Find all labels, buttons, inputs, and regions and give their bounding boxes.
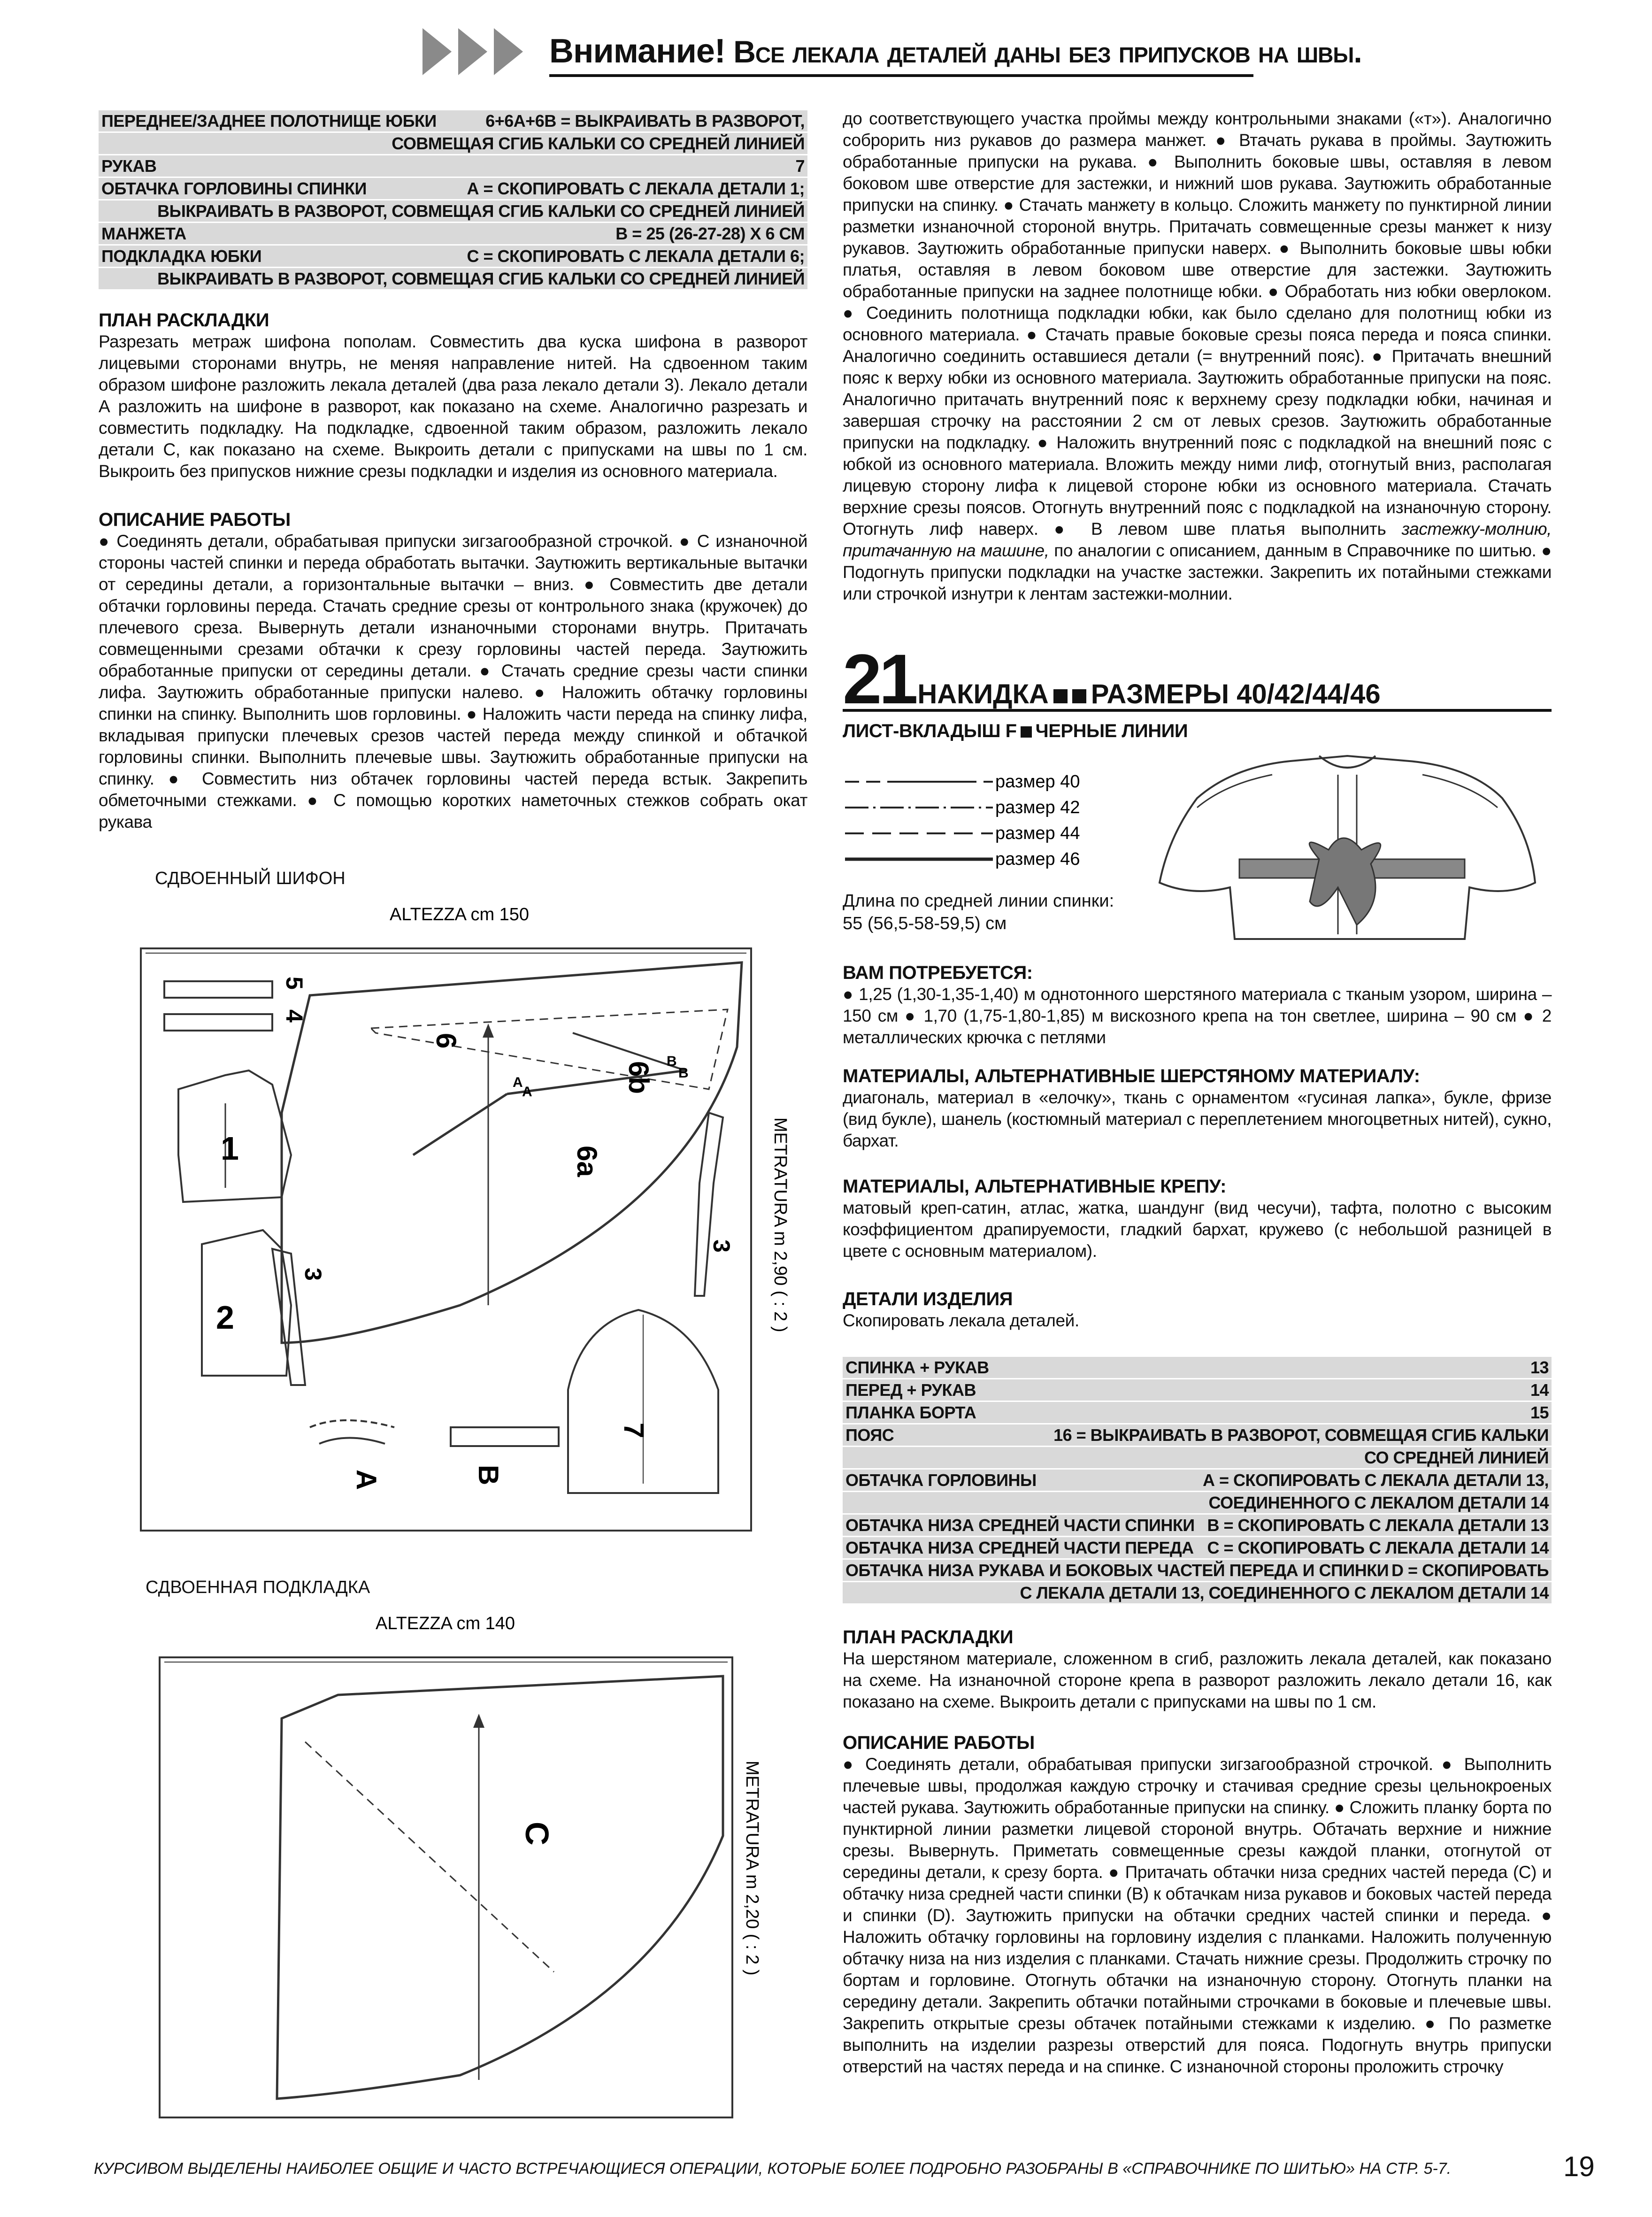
- footer-note: КУРСИВОМ ВЫДЕЛЕНЫ НАИБОЛЕЕ ОБЩИЕ И ЧАСТО ВСТРЕЧАЮЩИЕСЯ ОПЕРАЦИИ, КОТОРЫЕ БОЛЕЕ ПОДРОБНО РАЗОБРАНЫ В «СПРАВОЧНИКЕ ПО ШИТЬЮ» НА СТР. 5-7.: [94, 2160, 1452, 2178]
- table-row: [843, 1379, 1552, 1402]
- work-description-text: ● Соединять детали, обрабатывая припуски зигзагообразной строчкой. ● С изнаночной стороны частей спинки и переда обработать вытачки. Заутюжить вертикальные вытачки от середины детали, а горизонтальные вытачки – вниз. ● Совместить две детали обтачки горловины переда. Стачать средние срезы от контрольного знака (кружочек) до плечевого среза. Вывернуть детали изнаночными сторонами внутрь. Притачать совмещенными срезами обтачки к срезу горловины частей переда. Заутюжить обработанные припуски от середины детали. ● Стачать средние срезы части спинки лифа. Заутюжить обработанные припуски налево. ● Наложить обтачку горловины спинки на спинку. Выполнить шов горловины. ● Наложить части переда на спинку лифа, вкладывая припуски плечевых срезов частей переда между спинкой и обтачкой горловины спинки. Выполнить плечевые швы. Заутюжить обработанные припуски на спинку. ● Совместить низ обтачек горловины частей переда встык. Закрепить обметочными стежками. ● С помощью коротких наметочных стежков собрать окат рукава: [99, 531, 807, 831]
- chiffon-layout-diagram: [131, 892, 812, 1563]
- pattern-label: 6b: [623, 1061, 654, 1094]
- row-value: А = СКОПИРОВАТЬ С ЛЕКАЛА ДЕТАЛИ 1;: [467, 179, 805, 198]
- page-number: 19: [1563, 2151, 1595, 2182]
- pattern-label: 6: [430, 1033, 462, 1049]
- pattern-label: 2: [216, 1299, 234, 1336]
- diagram2-caption: СДВОЕННАЯ ПОДКЛАДКА: [146, 1578, 370, 1597]
- layout-plan2-section: [843, 1627, 1552, 1713]
- section-title: [917, 679, 1380, 709]
- pattern-label: 6a: [571, 1146, 603, 1177]
- alt-crepe-text: матовый креп-сатин, атлас, жатка, шандунг (вид чесучи), тафта, полотно с высоким коэффициентом драпируемости, гладкий бархат, кружево (с небольшой разницей в цвете с основным материалом).: [843, 1198, 1552, 1261]
- square-icon: [1072, 689, 1086, 703]
- pattern-label: 7: [618, 1423, 650, 1439]
- diagram1-width-label: ALTEZZA cm 150: [390, 905, 530, 924]
- details-heading: ДЕТАЛИ ИЗДЕЛИЯ: [843, 1289, 1013, 1309]
- row-value: 13: [1530, 1358, 1549, 1377]
- table-row: [99, 246, 807, 268]
- lining-layout-diagram: [131, 1601, 812, 2141]
- legend-item: размер 46: [995, 849, 1080, 869]
- pattern-label: A: [522, 1084, 532, 1100]
- row-value: А = СКОПИРОВАТЬ С ЛЕКАЛА ДЕТАЛИ 13,: [1202, 1470, 1549, 1490]
- row-label: ОБТАЧКА НИЗА СРЕДНЕЙ ЧАСТИ СПИНКИ: [845, 1516, 1195, 1535]
- layout-plan2-heading: ПЛАН РАСКЛАДКИ: [843, 1627, 1014, 1647]
- pattern-label: A: [351, 1470, 382, 1490]
- back-length-label: Длина по средней линии спинки:: [843, 891, 1114, 911]
- row-label: ОБТАЧКА НИЗА СРЕДНЕЙ ЧАСТИ ПЕРЕДА: [845, 1538, 1194, 1557]
- insert-sheet: ЛИСТ-ВКЛАДЫШ F: [843, 721, 1017, 741]
- row-value: 6+6А+6В = ВЫКРАИВАТЬ В РАЗВОРОТ,: [485, 111, 805, 131]
- section-number: 21: [843, 639, 915, 718]
- header-text: Все лекала деталей даны без припусков на швы.: [725, 34, 1362, 69]
- continued-text-italic: застежку-молнию, притачанную на машине,: [843, 519, 1552, 560]
- section-sizes: РАЗМЕРЫ 40/42/44/46: [1091, 679, 1381, 709]
- row-label: ПЕРЕД + РУКАВ: [845, 1380, 976, 1400]
- work-description2-heading: ОПИСАНИЕ РАБОТЫ: [843, 1732, 1035, 1753]
- insert-sheet-label: [843, 721, 1188, 742]
- work-description-section: [99, 509, 807, 833]
- header-attention: Внимание!: [549, 32, 725, 70]
- table-row: [843, 1560, 1552, 1582]
- pattern-label: 3: [708, 1239, 735, 1253]
- table-row: [99, 155, 807, 178]
- legend-item: размер 40: [995, 772, 1080, 792]
- chevron-icon: [494, 28, 523, 75]
- diagram2-width-label: ALTEZZA cm 140: [376, 1614, 515, 1633]
- pattern-label: 5: [281, 977, 307, 990]
- diagram1-length-label: METRATURA m 2,90 ( : 2 ): [770, 1117, 790, 1332]
- row-label: ОБТАЧКА НИЗА РУКАВА И БОКОВЫХ ЧАСТЕЙ ПЕРЕДА И СПИНКИ: [845, 1561, 1389, 1580]
- table-row-continuation: ВЫКРАИВАТЬ В РАЗВОРОТ, СОВМЕЩАЯ СГИБ КАЛЬКИ СО СРЕДНЕЙ ЛИНИЕЙ: [99, 268, 807, 291]
- pattern-label: B: [667, 1054, 677, 1069]
- table-row: [843, 1470, 1552, 1492]
- diagram2-length-label: METRATURA m 2,20 ( : 2 ): [742, 1761, 762, 1976]
- row-label: ПОДКЛАДКА ЮБКИ: [101, 246, 262, 266]
- row-label: МАНЖЕТА: [101, 224, 186, 243]
- alt-wool-heading: МАТЕРИАЛЫ, АЛЬТЕРНАТИВНЫЕ ШЕРСТЯНОМУ МАТЕРИАЛУ:: [843, 1066, 1420, 1086]
- table-row: [843, 1357, 1552, 1379]
- pattern-label: 4: [281, 1009, 307, 1023]
- size-legend: [843, 763, 1134, 871]
- row-value: 14: [1530, 1380, 1549, 1400]
- layout-plan-heading: ПЛАН РАСКЛАДКИ: [99, 310, 269, 331]
- work-description2-section: [843, 1732, 1552, 2078]
- back-length: [843, 890, 1114, 935]
- pattern-label: C: [519, 1822, 555, 1846]
- chevron-icon: [458, 28, 487, 75]
- section-21-header: [843, 639, 1552, 718]
- row-label: ПОЯС: [845, 1425, 894, 1445]
- row-label: ПЛАНКА БОРТА: [845, 1403, 976, 1422]
- pattern-label: 1: [221, 1130, 239, 1167]
- legend-item: размер 44: [995, 824, 1080, 843]
- row-value: С = СКОПИРОВАТЬ С ЛЕКАЛА ДЕТАЛИ 6;: [467, 246, 805, 266]
- continued-text-part2: по аналогии с описанием, данным в Справочнике по шитью. ● Подогнуть припуски подкладки на участке застежки. Закрепить их потайными стежками или строчкой изнутри к лентам застежки-молнии.: [843, 541, 1552, 603]
- row-label: СПИНКА + РУКАВ: [845, 1358, 989, 1377]
- table-row: [843, 1402, 1552, 1424]
- alt-crepe-section: [843, 1176, 1552, 1262]
- right-details-table: [843, 1357, 1552, 1605]
- pattern-label: A: [513, 1075, 523, 1090]
- table-row-continuation: СОЕДИНЕННОГО С ЛЕКАЛОМ ДЕТАЛИ 14: [843, 1492, 1552, 1515]
- table-row-continuation: СОВМЕЩАЯ СГИБ КАЛЬКИ СО СРЕДНЕЙ ЛИНИЕЙ: [99, 133, 807, 155]
- alt-wool-section: [843, 1066, 1552, 1152]
- row-value: D = СКОПИРОВАТЬ: [1391, 1561, 1549, 1580]
- pattern-label: B: [678, 1065, 689, 1081]
- page-header: [423, 28, 1643, 80]
- row-value: В = 25 (26-27-28) Х 6 СМ: [615, 224, 805, 243]
- cape-illustration: [1141, 747, 1554, 953]
- square-icon: [1021, 726, 1032, 738]
- section-title-text: НАКИДКА: [917, 679, 1049, 709]
- row-label: ПЕРЕДНЕЕ/ЗАДНЕЕ ПОЛОТНИЩЕ ЮБКИ: [101, 111, 437, 131]
- table-row-continuation: С ЛЕКАЛА ДЕТАЛИ 13, СОЕДИНЕННОГО С ЛЕКАЛОМ ДЕТАЛИ 14: [843, 1582, 1552, 1605]
- header-notice: [549, 32, 1362, 70]
- table-row: [843, 1537, 1552, 1560]
- right-column-continued-text: [843, 108, 1552, 605]
- row-value: В = СКОПИРОВАТЬ С ЛЕКАЛА ДЕТАЛИ 13: [1207, 1516, 1549, 1535]
- table-row: [99, 178, 807, 200]
- diagram1-caption: СДВОЕННЫЙ ШИФОН: [155, 869, 346, 888]
- alt-crepe-heading: МАТЕРИАЛЫ, АЛЬТЕРНАТИВНЫЕ КРЕПУ:: [843, 1176, 1226, 1197]
- layout-plan-text: Разрезать метраж шифона пополам. Совместить два куска шифона в разворот лицевыми сторонами внутрь, не меняя направление нитей. На сдвоенном таким образом шифоне разложить лекала деталей (два раза лекало детали 3). Лекало детали А разложить на шифоне в разворот, как показано на схеме. Аналогично разрезать и совместить подкладку. На подкладке, сдвоенной таким образом, разложить лекало детали С, как показано на схеме. Выкроить детали с припусками на швы по 1 см. Выкроить без припусков нижние срезы подкладки и изделия из основного материала.: [99, 332, 807, 481]
- legend-item: размер 42: [995, 798, 1080, 817]
- layout-plan2-text: На шерстяном материале, сложенном в сгиб, разложить лекала деталей, как показано на схеме. На изнаночной стороне крепа в разворот разложить лекало детали 16, как показано на схеме. Выкроить детали с припусками на швы по 1 см.: [843, 1649, 1552, 1711]
- table-row: [843, 1424, 1552, 1447]
- pattern-label: B: [473, 1465, 504, 1486]
- details-text: Скопировать лекала деталей.: [843, 1311, 1079, 1330]
- row-value: С = СКОПИРОВАТЬ С ЛЕКАЛА ДЕТАЛИ 14: [1207, 1538, 1549, 1557]
- continued-text-part1: до соответствующего участка проймы между контрольными знаками («т»). Аналогично соброрить низ рукавов до размера манжет. ● Втачать рукава в проймы. Заутюжить обработанные припуски на рукава. ● Выполнить боковые швы, оставляя в левом боковом шве отверстие для застежки, и нижний шов рукава. Заутюжить обработанные припуски на спинку. ● Стачать манжету в кольцо. Сложить манжету по пунктирной линии разметки изнаночной стороной внутрь. Притачать совмещенные срезы манжет к низу рукавов. Заутюжить обработанные припуски наверх. ● Выполнить боковые швы юбки платья, оставляя в левом боковом шве отверстие для застежки. Заутюжить обработанные припуски на заднее полотнище юбки. ● Обработать низ юбки оверлоком. ● Соединить полотнища подкладки юбки, как было сделано для полотнищ юбки из основного материала. ● Стачать правые боковые срезы пояса переда и пояса спинки. Аналогично соединить оставшиеся детали (= внутренний пояс). ● Притачать внешний пояс к верху юбки из основного материала. Заутюжить обработанные припуски на пояс. Аналогично притачать внутренний пояс к верхнему срезу подкладки юбки, начиная и завершая строчку на расстоянии 2 см от левых срезов. Заутюжить обработанные припуски на подкладку. ● Наложить внутренний пояс с подкладкой на внешний пояс с юбкой из основного материала. Вложить между ними лиф, отогнутый вниз, располагая лицевую сторону лифа к лицевой стороне юбки из основного материала. Стачать верхние срезы поясов. Отогнуть внутренний пояс с подкладкой на изнаночную сторону. Отогнуть лиф наверх. ● В левом шве платья выполнить: [843, 109, 1552, 539]
- row-value: 15: [1530, 1403, 1549, 1422]
- table-row: [843, 1515, 1552, 1537]
- materials-text: ● 1,25 (1,30-1,35-1,40) м однотонного шерстяного материала с тканым узором, ширина – 150 см ● 1,70 (1,75-1,80-1,85) м вискозного крепа на тон светлее, ширина – 90 см ● 2 металлических крючка с петлями: [843, 985, 1552, 1047]
- table-row: [99, 110, 807, 133]
- materials-heading: ВАМ ПОТРЕБУЕТСЯ:: [843, 962, 1033, 983]
- chevron-icon: [423, 28, 452, 75]
- work-description2-text: ● Соединять детали, обрабатывая припуски зигзагообразной строчкой. ● Выполнить плечевые швы, продолжая каждую строчку и стачивая средние срезы цельнокроеных частей рукава. Заутюжить обработанные припуски на спинку. ● Сложить планку борта по пунктирной линии разметки лицевой стороной внутрь. Обтачать верхние и нижние срезы. Вывернуть. Приметать совмещенные срезы каждой планки, отогнутой от середины детали, к срезу борта. ● Притачать обтачки низа средних частей переда (С) и обтачку низа средней части спинки (В) к обтачкам низа рукавов и боковых частей переда и спинки (D). Заутюжить припуски на обтачки средних частей спинки и переда. ● Наложить обтачку горловины на горловину изделия с планками. Наложить полученную обтачку низа на низ изделия с планками. Стачать нижние срезы. Продолжить строчку по бортам и горловине. Отогнуть обтачки на изнаночную сторону. Отогнуть планки на середину детали. Закрепить обтачки потайными строчками в боковые и плечевые швы. Закрепить открытые срезы обтачек потайными стежками к изделию. ● По разметке выполнить на изделии разрезы отверстий для пояса. Подогнуть внутрь припуски отверстий на частях переда и на спинке. С изнаночной стороны проложить строчку: [843, 1755, 1552, 2076]
- left-details-table: [99, 110, 807, 291]
- square-icon: [1053, 689, 1068, 703]
- header-underline: [549, 74, 1253, 77]
- details-section: [843, 1289, 1552, 1332]
- row-label: ОБТАЧКА ГОРЛОВИНЫ: [845, 1470, 1037, 1490]
- back-length-value: 55 (56,5-58-59,5) см: [843, 914, 1007, 933]
- table-row-continuation: ВЫКРАИВАТЬ В РАЗВОРОТ, СОВМЕЩАЯ СГИБ КАЛЬКИ СО СРЕДНЕЙ ЛИНИЕЙ: [99, 200, 807, 223]
- pattern-label: 3: [300, 1268, 326, 1281]
- materials-section: [843, 962, 1552, 1048]
- row-label: РУКАВ: [101, 156, 157, 176]
- table-row-continuation: СО СРЕДНЕЙ ЛИНИЕЙ: [843, 1447, 1552, 1470]
- row-label: ОБТАЧКА ГОРЛОВИНЫ СПИНКИ: [101, 179, 367, 198]
- row-value: 7: [795, 156, 805, 176]
- work-description-heading: ОПИСАНИЕ РАБОТЫ: [99, 509, 291, 530]
- lines-type: ЧЕРНЫЕ ЛИНИИ: [1035, 721, 1188, 741]
- alt-wool-text: диагональ, материал в «елочку», ткань с орнаментом «гусиная лапка», букле, фризе (вид букле), шанель (костюмный материал с переплетением многоцветных нитей), сукно, бархат.: [843, 1088, 1552, 1150]
- row-value: 16 = ВЫКРАИВАТЬ В РАЗВОРОТ, СОВМЕЩАЯ СГИБ КАЛЬКИ: [1053, 1425, 1549, 1445]
- layout-plan-section: [99, 310, 807, 482]
- table-row: [99, 223, 807, 246]
